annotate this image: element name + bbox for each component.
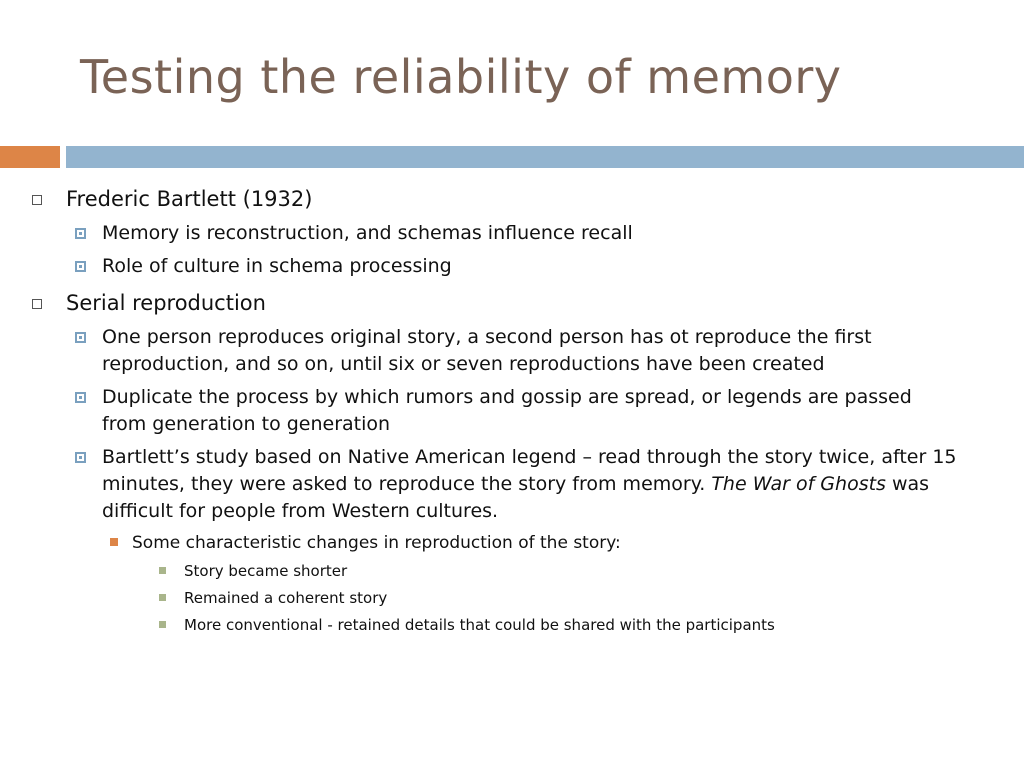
- bullet-item-level4: [158, 587, 990, 609]
- bullet-text: Some characteristic changes in reproduction of the story:: [132, 533, 621, 553]
- bullet-text: Role of culture in schema processing: [102, 255, 452, 277]
- bullet-text: One person reproduces original story, a second person has ot reproduce the first reproduction, and so on, until six or seven reproductions have been created: [102, 326, 872, 375]
- bullet-text: [102, 446, 957, 522]
- accent-band-blue: [66, 146, 1024, 168]
- bullet-text-part: was difficult for people from Western cultures.: [102, 473, 930, 522]
- framed-square-bullet-icon: [75, 392, 86, 403]
- bullet-item-level4: [158, 614, 990, 636]
- bullet-text: Serial reproduction: [66, 291, 266, 315]
- framed-square-bullet-icon: [75, 228, 86, 239]
- bullet-text: More conventional - retained details that could be shared with the participants: [184, 616, 775, 634]
- bullet-text: Remained a coherent story: [184, 589, 388, 607]
- bullet-text: Duplicate the process by which rumors and gossip are spread, or legends are passed from generation to generation: [102, 386, 912, 435]
- filled-green-square-bullet-icon: [159, 594, 166, 601]
- hollow-square-bullet-icon: [32, 195, 42, 205]
- bullet-text: Memory is reconstruction, and schemas influence recall: [102, 222, 633, 244]
- bullet-text-part: Bartlett’s study based on Native American legend – read through the story twice, after 15 minutes, they were asked to reproduce the story from memory.: [102, 446, 957, 495]
- filled-orange-square-bullet-icon: [110, 538, 118, 546]
- slide-content: [30, 182, 990, 636]
- bullet-text: Story became shorter: [184, 562, 348, 580]
- framed-square-bullet-icon: [75, 261, 86, 272]
- story-title: The War of Ghosts: [711, 473, 886, 495]
- bullet-item-level2: [74, 220, 962, 247]
- accent-band-orange: [0, 146, 60, 168]
- bullet-item-level4: [158, 560, 990, 582]
- framed-square-bullet-icon: [75, 452, 86, 463]
- bullet-item-level1: [30, 184, 990, 214]
- filled-green-square-bullet-icon: [159, 621, 166, 628]
- bullet-item-level2: [74, 253, 962, 280]
- hollow-square-bullet-icon: [32, 299, 42, 309]
- bullet-item-level1: [30, 288, 990, 318]
- bullet-item-level3: [108, 531, 990, 555]
- bullet-item-level2: [74, 384, 962, 438]
- bullet-item-level2: [74, 324, 962, 378]
- bullet-text: Frederic Bartlett (1932): [66, 187, 313, 211]
- framed-square-bullet-icon: [75, 332, 86, 343]
- filled-green-square-bullet-icon: [159, 567, 166, 574]
- bullet-item-level2: [74, 444, 962, 525]
- slide-title: Testing the reliability of memory: [80, 50, 842, 104]
